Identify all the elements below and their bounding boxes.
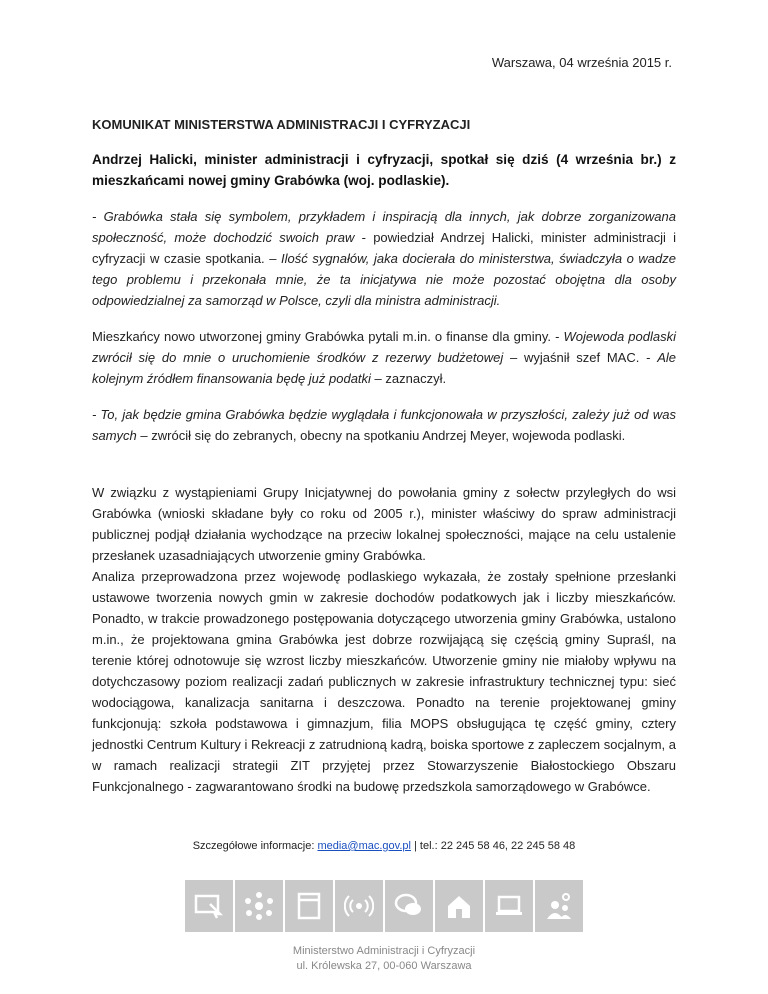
quote-text: - To, jak będzie gmina Grabówka będzie wyglądała i funkcjonowała w przyszłości, zależy już od was samych bbox=[92, 407, 676, 443]
paragraph-quote-voivode bbox=[92, 404, 676, 446]
paragraph-background bbox=[92, 482, 676, 797]
contact-email-link[interactable]: media@mac.gov.pl bbox=[317, 840, 411, 852]
people-gears-icon bbox=[535, 880, 583, 932]
contact-label: Szczegółowe informacje: bbox=[192, 840, 318, 852]
screen-cursor-icon bbox=[185, 880, 233, 932]
footer-address bbox=[0, 944, 768, 974]
narration-text: – zaznaczył. bbox=[370, 371, 447, 386]
document-heading: KOMUNIKAT MINISTERSTWA ADMINISTRACJI I CYFRYZACJI bbox=[92, 117, 471, 132]
house-icon bbox=[435, 880, 483, 932]
laptop-icon bbox=[485, 880, 533, 932]
lead-paragraph: Andrzej Halicki, minister administracji i cyfryzacji, spotkał się dziś (4 września br.) z mieszkańcami nowej gminy Grabówka (woj. podlaskie). bbox=[92, 152, 676, 188]
wireless-icon bbox=[335, 880, 383, 932]
footer-street-address: ul. Królewska 27, 00-060 Warszawa bbox=[296, 960, 472, 972]
quote-text: Wojewoda podlaski zwrócił się do mnie o uruchomienie środków z rezerwy budżetowej bbox=[92, 329, 676, 365]
document-date: Warszawa, 04 września 2015 r. bbox=[491, 55, 672, 70]
quote-text: - Grabówka stała się symbolem, przykładem i inspiracją dla innych, jak dobrze zorganizowana społeczność, może dochodzić swoich praw bbox=[92, 209, 676, 245]
footer-ministry-name: Ministerstwo Administracji i Cyfryzacji bbox=[292, 945, 476, 957]
narration-text: Mieszkańcy nowo utworzonej gminy Grabówka pytali m.in. o finanse dla gminy. - bbox=[92, 329, 564, 344]
contact-phones: | tel.: 22 245 58 46, 22 245 58 48 bbox=[410, 840, 576, 852]
narration-text: – wyjaśnił szef MAC. - bbox=[503, 350, 658, 365]
analysis-text: Analiza przeprowadzona przez wojewodę podlaskiego wykazała, że zostały spełnione przesłanki ustawowe tworzenia nowych gmin w zakresie dochodów podatkowych jak i liczby mieszkańców. Ponadto, w trakcie prowadzonego postępowania dotyczącego utworzenia gminy Grabówka, ustalono m.in., że projektowana gmina Grabówka jest dobrze rozwijającą się częścią gminy Supraśl, na terenie której odnotowuje się wzrost liczby mieszkańców. Utworzenie gminy nie miałoby wpływu na dotychczasowy poziom realizacji zadań publicznych w zakresie infrastruktury technicznej typu: sieć wodociągowa, kanalizacja sanitarna i deszczowa. Ponadto na terenie projektowanej gminy funkcjonują: szkoła podstawowa i gimnazjum, filia MOPS obsługująca tę część gminy, cztery jednostki Centrum Kultury i Rekreacji z zatrudnioną kadrą, boiska sportowe z zapleczem socjalnym, a w ramach realizacji strategii ZIT przyjętej przez Stowarzyszenie Białostockiego Obszaru Funkcjonalnego - zagwarantowano środki na budowę przedszkola samorządowego w Grabówce. bbox=[92, 569, 676, 794]
quote-text: Ilość sygnałów, jaka docierała do ministerstwa, świadczyła o wadze tego problemu i przekonała mnie, że ta inicjatywa nie może pozostać obojętna dla osoby odpowiedzialnej za samorząd w Polsce, czyli dla ministra administracji. bbox=[92, 251, 676, 308]
chat-bubbles-icon bbox=[385, 880, 433, 932]
ministry-icon-bar bbox=[185, 880, 583, 932]
paragraph-finances bbox=[92, 326, 676, 389]
background-text: W związku z wystąpieniami Grupy Inicjatywnej do powołania gminy z sołectw przyległych do wsi Grabówka (wnioski składane były co roku od 2005 r.), minister właściwy do spraw administracji publicznej podjął działania wychodzące na przeciw lokalnej społeczności, mające na celu ustalenie przesłanek uzasadniających utworzenie gminy Grabówka. bbox=[92, 485, 676, 563]
contact-line bbox=[0, 840, 768, 852]
narration-text: – zwrócił się do zebranych, obecny na spotkaniu Andrzej Meyer, wojewoda podlaski. bbox=[136, 428, 626, 443]
document-icon bbox=[285, 880, 333, 932]
quote-text: Ale kolejnym źródłem finansowania będę już podatki bbox=[92, 350, 676, 386]
narration-text: - powiedział Andrzej Halicki, minister administracji i cyfryzacji w czasie spotkania. – bbox=[92, 230, 676, 266]
paragraph-quote-minister bbox=[92, 206, 676, 311]
network-dots-icon bbox=[235, 880, 283, 932]
